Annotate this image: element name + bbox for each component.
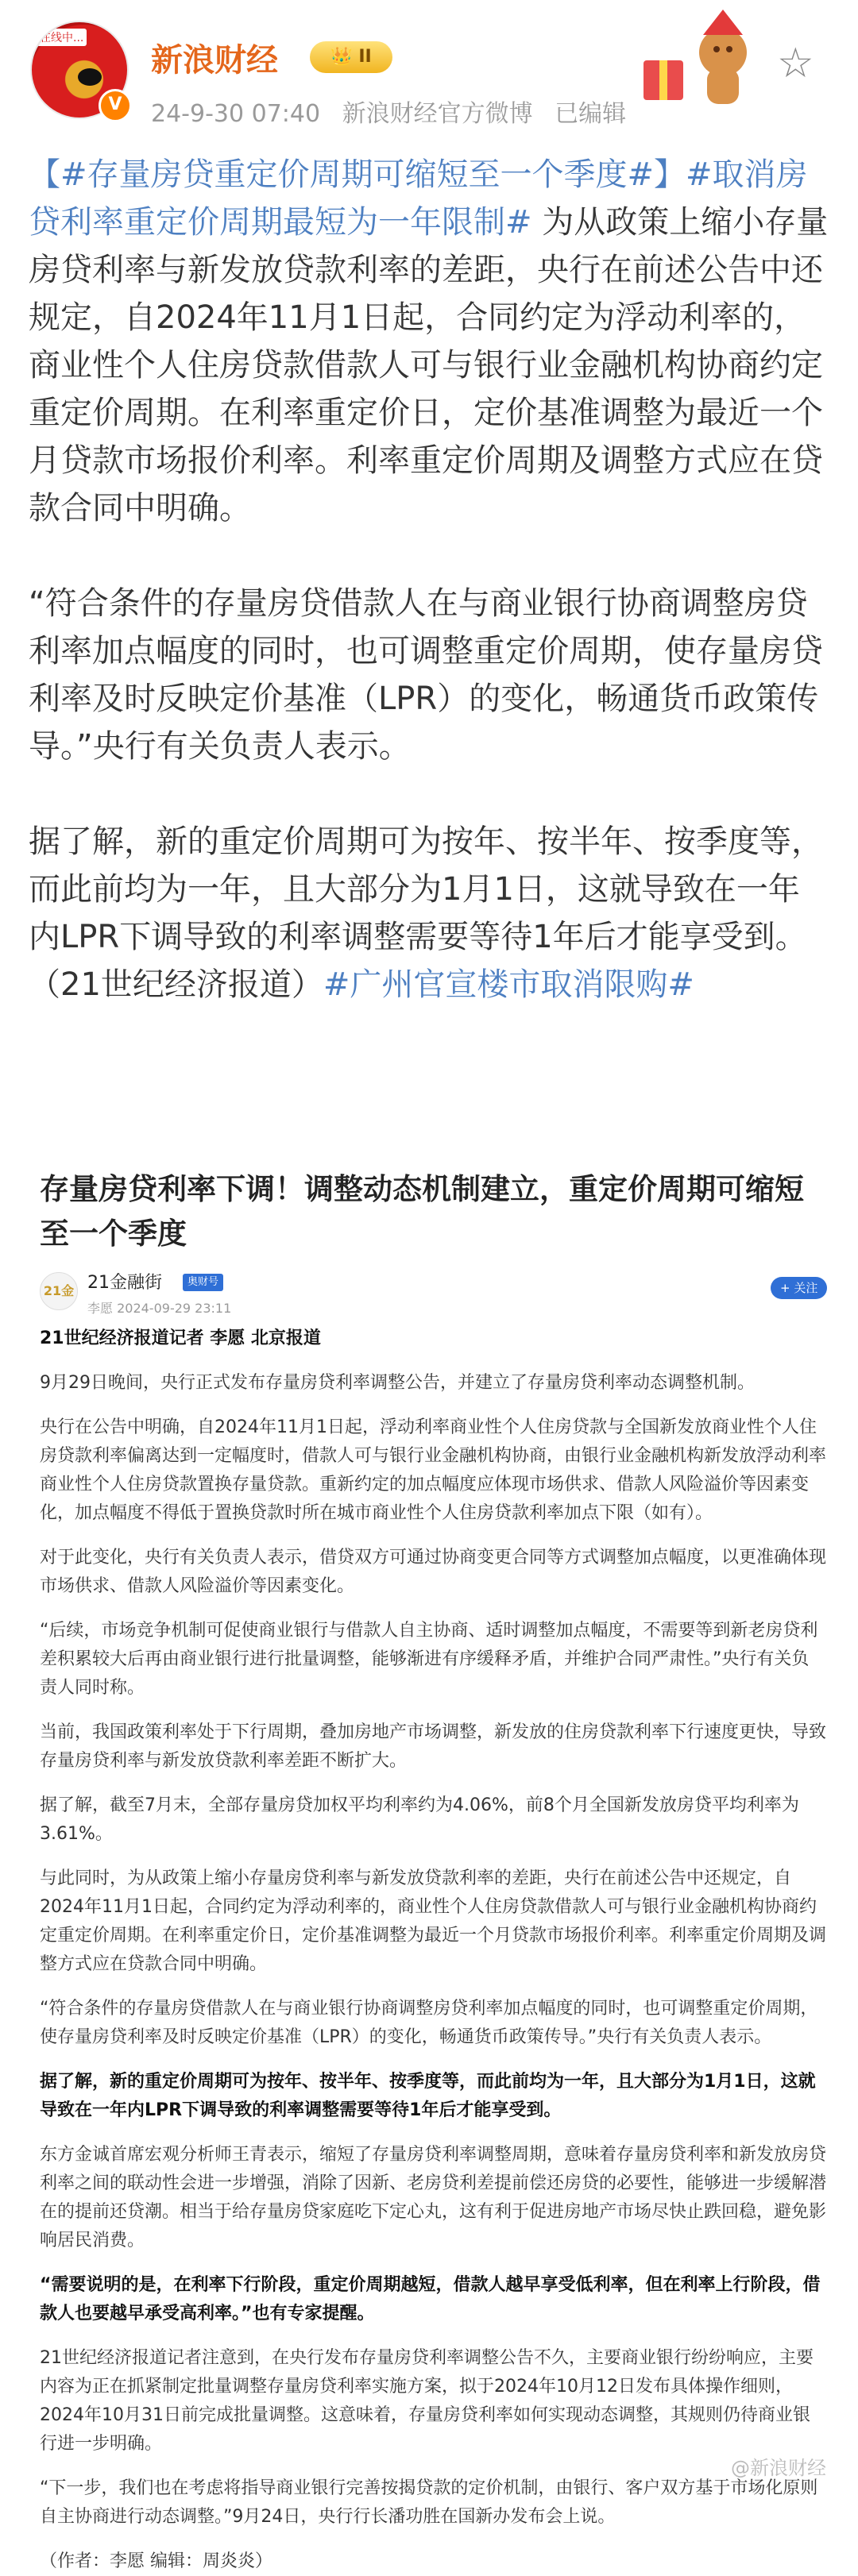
article-paragraph: 9月29日晚间，央行正式发布存量房贷利率调整公告，并建立了存量房贷利率动态调整机制。 — [40, 1373, 755, 1393]
outlet-name: 21金融街 — [87, 1273, 162, 1293]
outlet-logo-icon: 21金 — [40, 1272, 78, 1310]
article-source — [40, 1269, 834, 1325]
article-date: 李愿 2024-09-29 23:11 — [87, 1301, 232, 1316]
article-paragraph: 与此同时，为从政策上缩小存量房贷利率与新发放贷款利率的差距，央行在前述公告中还规定，自2024年11月1日起，合同约定为浮动利率的，商业性个人住房贷款借款人可与银行业金融机构协商约定重定价周期。在利率重定价日，定价基准调整为最近一个月贷款市场报价利率。利率重定价周期及调整方式应在贷款合同中明确。 — [40, 1868, 827, 1974]
article-paragraph: “后续，市场竞争机制可促使商业银行与借款人自主协商、适时调整加点幅度，不需要等到新老房贷利差积累较大后再由商业银行进行批量调整，能够渐进有序缓释矛盾，并维护合同严肃性。”央行有关负责人同时称。 — [40, 1621, 818, 1698]
post-paragraph-1 — [29, 151, 831, 532]
verified-icon: V — [99, 89, 132, 122]
gingerbread-decoration-icon — [628, 5, 763, 108]
article-paragraph: 当前，我国政策利率处于下行周期，叠加房地产市场调整，新发放的住房贷款利率下行速度更快，导致存量房贷利率与新发放贷款利率差距不断扩大。 — [40, 1722, 827, 1771]
article-image[interactable] — [24, 1167, 834, 2571]
topic-link-3[interactable]: #广州官宣楼市取消限购# — [323, 966, 694, 1003]
post-paragraph-2 — [29, 580, 831, 770]
article-paragraph: 对于此变化，央行有关负责人表示，借贷双方可通过协商变更合同等方式调整加点幅度，以更准确体现市场供求、借款人风险溢价等因素变化。 — [40, 1548, 827, 1596]
level-badge: II — [358, 47, 372, 67]
post-text-3: 据了解，新的重定价周期可为按年、按半年、按季度等，而此前均为一年，且大部分为1月1日，这就导致在一年内LPR下调导致的利率调整需要等待1年后才能享受到。（21世纪经济报道） — [29, 823, 823, 1003]
avatar-eye — [78, 68, 102, 86]
timestamp: 24-9-30 07:40 — [151, 100, 321, 128]
article-paragraph: “符合条件的存量房贷借款人在与商业银行协商调整房贷利率加点幅度的同时，也可调整重定价周期，使存量房贷利率及时反映定价基准（LPR）的变化，畅通货币政策传导。”央行有关负责人表示。 — [40, 1999, 818, 2047]
source: 新浪财经官方微博 — [342, 100, 533, 128]
outlet-badge: 奥财号 — [183, 1274, 223, 1291]
topic-link-1[interactable]: 【#存量房贷重定价周期可缩短至一个季度#】 — [29, 156, 686, 193]
post-paragraph-3 — [29, 818, 831, 1008]
article-paragraph: 据了解，新的重定价周期可为按年、按半年、按季度等，而此前均为一年，且大部分为1月1日，这就导致在一年内LPR下调导致的利率调整需要等待1年后才能享受到。 — [40, 2072, 816, 2120]
article-paragraph: 央行在公告中明确，自2024年11月1日起，浮动利率商业性个人住房贷款与全国新发放商业性个人住房贷款利率偏离达到一定幅度时，借款人可与银行业金融机构协商，由银行业金融机构新发放浮动利率商业性个人住房贷款置换存量贷款。重新约定的加点幅度应体现市场供求、借款人风险溢价等因素变化，加点幅度不得低于置换贷款时所在城市商业性个人住房贷款利率加点下限（如有）。 — [40, 1417, 827, 1523]
article-paragraph: 21世纪经济报道记者注意到，在央行发布存量房贷利率调整公告不久，主要商业银行纷纷响应，主要内容为正在抓紧制定批量调整存量房贷利率实施方案，拟于2024年10月12日发布具体操作细则，2024年10月31日前完成批量调整。这意味着，存量房贷利率如何实现动态调整，其规则仍待商业银行进一步明确。 — [40, 2348, 814, 2454]
star-icon[interactable]: ☆ — [777, 40, 814, 87]
article-byline: 21世纪经济报道记者 李愿 北京报道 — [40, 1328, 321, 1348]
post-header — [0, 0, 858, 159]
edited-label[interactable]: 已编辑 — [555, 100, 627, 128]
post-text-2: “符合条件的存量房贷借款人在与商业银行协商调整房贷利率加点幅度的同时，也可调整重定价周期，使存量房贷利率及时反映定价基准（LPR）的变化，畅通货币政策传导。”央行有关负责人表示。 — [29, 585, 823, 765]
watermark: @新浪财经 — [731, 2457, 826, 2479]
article-paragraph: “需要说明的是，在利率下行阶段，重定价周期越短，借款人越早享受低利率，但在利率上行阶段，借款人也要越早承受高利率。”也有专家提醒。 — [40, 2275, 821, 2323]
live-tag: 在线中... — [37, 29, 87, 46]
crown-level-icon[interactable]: 👑 II — [310, 41, 392, 73]
post-body — [29, 151, 831, 1056]
post-text-1: 为从政策上缩小存量房贷利率与新发放贷款利率的差距，央行在前述公告中还规定，自2024年11月1日起，合同约定为浮动利率的，商业性个人住房贷款借款人可与银行业金融机构协商约定重定价周期。在利率重定价日，定价基准调整为最近一个月贷款市场报价利率。利率重定价周期及调整方式应在贷款合同中明确。 — [29, 204, 829, 526]
topic-link-2[interactable]: #取消房贷利率重定价周期最短为一年限制# — [29, 156, 808, 241]
follow-button: + 关注 — [771, 1277, 827, 1299]
avatar[interactable] — [30, 21, 129, 119]
post-meta — [151, 94, 640, 129]
article-title: 存量房贷利率下调！调整动态机制建立，重定价周期可缩短至一个季度 — [40, 1172, 804, 1251]
article-body — [40, 1325, 826, 2576]
article-paragraph: 据了解，截至7月末，全部存量房贷加权平均利率约为4.06%，前8个月全国新发放房贷平均利率为3.61%。 — [40, 1795, 799, 1844]
account-name[interactable]: 新浪财经 — [151, 42, 278, 79]
article-paragraph: “下一步，我们也在考虑将指导商业银行完善按揭贷款的定价机制，由银行、客户双方基于市场化原则自主协商进行动态调整。”9月24日，央行行长潘功胜在国新办发布会上说。 — [40, 2478, 818, 2527]
article-paragraph: 东方金诚首席宏观分析师王青表示，缩短了存量房贷利率调整周期，意味着存量房贷利率和新发放房贷利率之间的联动性会进一步增强，消除了因新、老房贷利差提前偿还房贷的必要性，能够进一步缓解潜在的提前还贷潮。相当于给存量房贷家庭吃下定心丸，这有利于促进房地产市场尽快止跌回稳，避免影响居民消费。 — [40, 2145, 827, 2250]
article-paragraph: （作者：李愿 编辑：周炎炎） — [40, 2551, 272, 2571]
